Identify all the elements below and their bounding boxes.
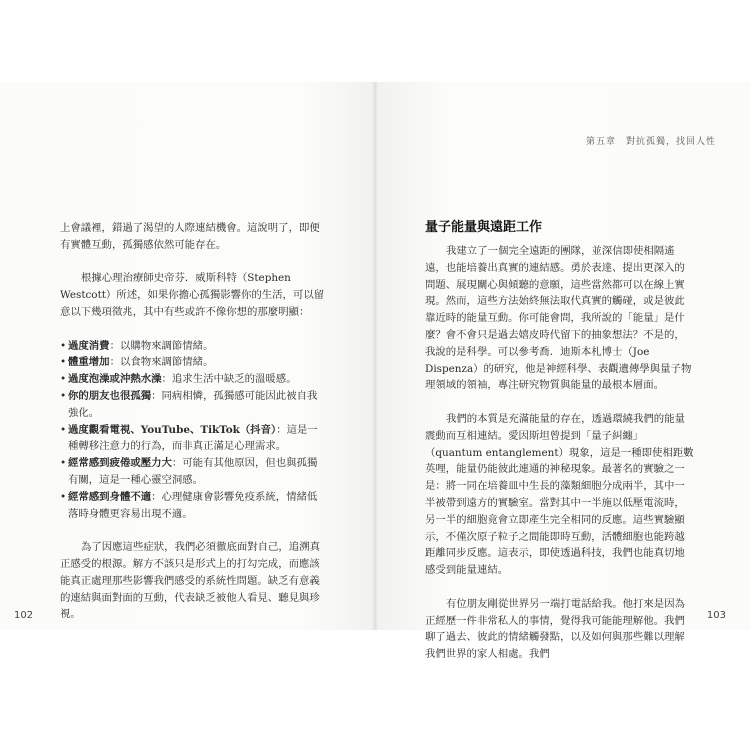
left-page-body — [60, 220, 325, 623]
list-item: • 經常感到疲倦或壓力大：可能有其他原因，但也與孤獨有關，這是一種心靈空洞感。 — [60, 455, 325, 489]
list-item: • 體重增加：以食物來調節情緒。 — [60, 354, 325, 371]
list-item: • 過度消費：以購物來調節情緒。 — [60, 338, 325, 355]
running-head: 第五章 對抗孤獨，找回人性 — [585, 137, 716, 147]
right-paragraph-2: 我們的本質是充滿能量的存在，透過環繞我們的能量震動而互相連結。愛因斯坦曾提到「量子糾纏」（quantum entanglement）現象，這是一種即使相距數英哩，能量仍能彼此連通的神秘現象。最著名的實驗之一是：將一同在培養皿中生長的藻類細胞分成兩半，其中一半被帶到遠方的實驗室。當對其中一半施以低壓電流時，另一半的細胞竟會立即產生完全相同的反應。這些實驗顯示，不僅次原子粒子之間能即時互動，活體細胞也能跨越距離同步反應。這表示，即使透過科技，我們也能真切地感受到能量連結。 — [425, 412, 694, 577]
left-page-number: 102 — [14, 610, 34, 621]
left-paragraph-2: 根據心理治療師史帝芬．威斯科特（Stephen Westcott）所述，如果你擔心孤獨影響你的生活，可以留意以下幾項徵兆，其中有些或許不像你想的那麼明顯： — [60, 272, 325, 318]
loneliness-signs-list — [60, 338, 325, 523]
left-paragraph-3: 為了因應這些症狀，我們必須徹底面對自己，追溯真正感受的根源。解方不該只是形式上的打勾完成，而應該能真正處理那些影響我們感受的系統性問題。缺乏有意義的連結與面對面的互動，代表缺乏被他人看見、聽見與珍視。 — [60, 541, 320, 621]
list-item: • 你的朋友也很孤獨：同病相憐，孤獨感可能因此被自我強化。 — [60, 388, 325, 422]
right-paragraph-3: 有位朋友剛從世界另一端打電話給我。他打來是因為正經歷一件非常私人的事情，覺得我可能能理解他。我們聊了過去、彼此的情緒觸發點，以及如何與那些難以理解我們世界的家人相處。我們 — [425, 597, 685, 661]
left-paragraph-1: 上會議裡，錯過了渴望的人際連結機會。這說明了，即便有實體互動，孤獨感依然可能存在。 — [60, 222, 320, 251]
right-page-number: 103 — [706, 610, 726, 621]
list-item: • 過度泡澡或沖熱水澡：追求生活中缺乏的溫暖感。 — [60, 371, 325, 388]
section-title: 量子能量與遠距工作 — [425, 220, 543, 235]
right-page-body — [425, 219, 695, 663]
list-item: • 經常感到身體不適：心理健康會影響免疫系統，情緒低落時身體更容易出現不適。 — [60, 489, 325, 523]
book-gutter — [372, 82, 378, 630]
right-paragraph-1: 我建立了一個完全遠距的團隊，並深信即使相隔遙遠，也能培養出真實的連結感。勇於表達、提出更深入的問題、展現關心與傾聽的意願，這些當然都可以在線上實現。然而，這些方法始終無法取代真實的觸碰，或是彼此靠近時的能量互動。你可能會問，我所說的「能量」是什麼？會不會只是過去嬉皮時代留下的抽象想法？不是的，我說的是科學。可以參考喬．迪斯本札博士（Joe Dispenza）的研究，他是神經科學、表觀遺傳學與量子物理領域的領袖，專注研究物質與能量的最根本層面。 — [425, 245, 692, 392]
list-item: • 過度觀看電視、YouTube、TikTok（抖音）：這是一種轉移注意力的行為，而非真正滿足心理需求。 — [60, 422, 325, 456]
